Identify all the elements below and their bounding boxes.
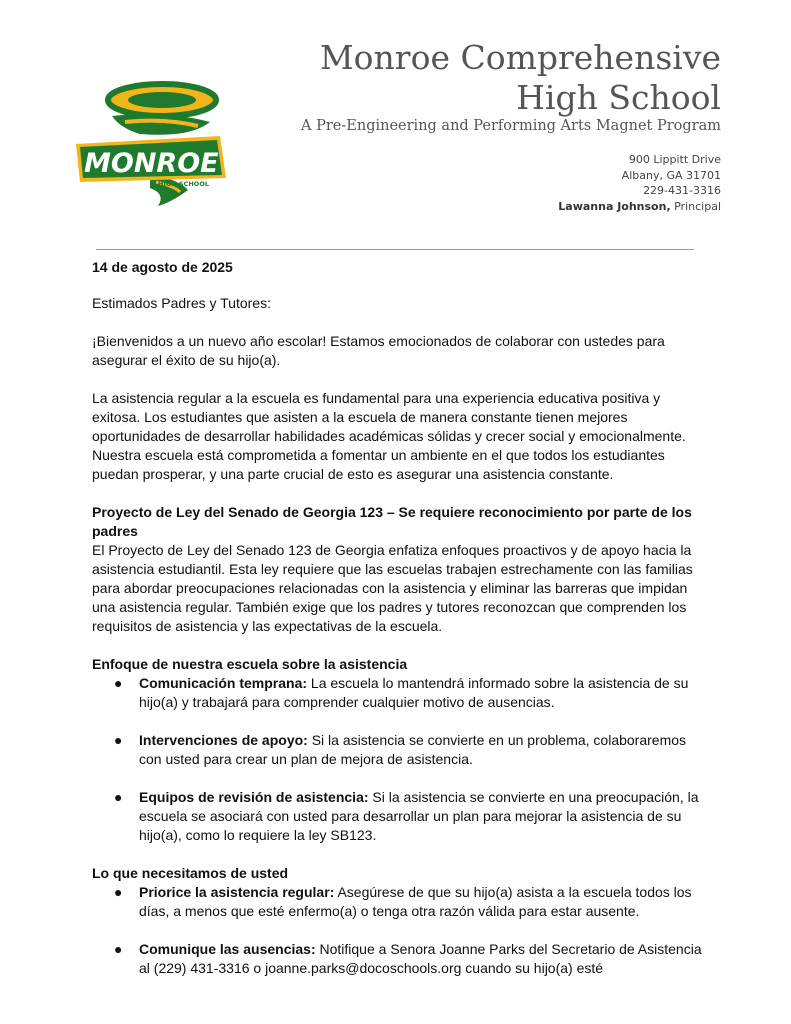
list-item: [92, 731, 704, 769]
attendance-paragraph: La asistencia regular a la escuela es fundamental para una experiencia educativa positiva y exitosa. Los estudiantes que asisten a la escuela de manera constante tienen mejores oportunidades de desarrollar habilidades académicas sólidas y crecer social y emocionalmente. Nuestra escuela está comprometida a fomentar un ambiente en el que todos los estudiantes puedan prosperar, y una parte crucial de esto es asegurar una asistencia constante.: [92, 390, 686, 482]
law-heading: Proyecto de Ley del Senado de Georgia 123 – Se requiere reconocimiento por parte de los padres: [92, 504, 692, 539]
salutation: Estimados Padres y Tutores:: [92, 295, 271, 311]
bullet: ●: [114, 675, 123, 691]
logo-wordmark: MONROE: [84, 148, 219, 179]
law-paragraph: El Proyecto de Ley del Senado 123 de Georgia enfatiza enfoques proactivos y de apoyo hacia la asistencia estudiantil. Esta ley requiere que las escuelas trabajen estrechamente con las familias para abordar preocupaciones relacionadas con la asistencia y eliminar las barreras que impidan una asistencia regular. También exige que los padres y tutores reconozcan que comprenden los requisitos de asistencia y las expectativas de la escuela.: [92, 542, 693, 634]
letter-body: [92, 258, 704, 978]
item-text: Si la asistencia se convierte en una preocupación, la escuela se asociará con usted para desarrollar un plan para mejorar la asistencia de su hijo(a), como lo requiere la ley SB123.: [139, 789, 699, 843]
address-street: 900 Lippitt Drive: [628, 153, 721, 166]
needs-heading: Lo que necesitamos de usted: [92, 865, 289, 881]
item-text: Asegúrese de que su hijo(a) asista a la escuela todos los días, a menos que esté enfermo(a) o tenga otra razón válida para estar ausente.: [139, 884, 692, 919]
item-title: Comunique las ausencias:: [139, 941, 316, 957]
logo-subtext: HIGH SCHOOL: [158, 180, 209, 188]
bullet: ●: [114, 789, 123, 805]
address-city: Albany, GA 31701: [621, 168, 721, 182]
letter-date: 14 de agosto de 2025: [92, 259, 233, 275]
item-title: Priorice la asistencia regular:: [139, 884, 335, 900]
header-divider: [96, 249, 694, 250]
monroe-logo: [70, 78, 232, 208]
item-text: La escuela lo mantendrá informado sobre la asistencia de su hijo(a) y trabajará para comprender cualquier motivo de ausencias.: [139, 675, 689, 710]
bullet: ●: [114, 941, 123, 957]
approach-heading: Enfoque de nuestra escuela sobre la asistencia: [92, 656, 408, 672]
list-item: [92, 788, 704, 845]
principal-name: Lawanna Johnson,: [558, 199, 671, 213]
list-item: [92, 940, 704, 978]
item-title: Comunicación temprana:: [139, 675, 308, 691]
school-name-line2: High School: [516, 78, 721, 117]
intro-paragraph: ¡Bienvenidos a un nuevo año escolar! Estamos emocionados de colaborar con ustedes para asegurar el éxito de su hijo(a).: [92, 333, 665, 368]
principal-title: Principal: [670, 199, 721, 213]
list-item: [92, 883, 704, 921]
needs-list: [92, 883, 704, 978]
item-title: Equipos de revisión de asistencia:: [139, 789, 369, 805]
school-name-line1: Monroe Comprehensive: [319, 38, 721, 77]
item-title: Intervenciones de apoyo:: [139, 732, 308, 748]
address-principal: [558, 199, 721, 215]
item-text: Si la asistencia se convierte en un problema, colaboraremos con usted para crear un plan de mejora de asistencia.: [139, 732, 687, 767]
item-text: Notifique a Senora Joanne Parks del Secretario de Asistencia al (229) 431-3316 o joanne.parks@docoschools.org cuando su hijo(a) esté: [139, 941, 702, 976]
list-item: [92, 674, 704, 712]
bullet: ●: [114, 884, 123, 900]
school-subtitle: A Pre-Engineering and Performing Arts Magnet Program: [301, 118, 721, 134]
school-address: [558, 152, 721, 214]
approach-list: [92, 674, 704, 845]
address-phone: 229-431-3316: [643, 184, 721, 197]
bullet: ●: [114, 732, 123, 748]
school-name: [320, 38, 721, 118]
